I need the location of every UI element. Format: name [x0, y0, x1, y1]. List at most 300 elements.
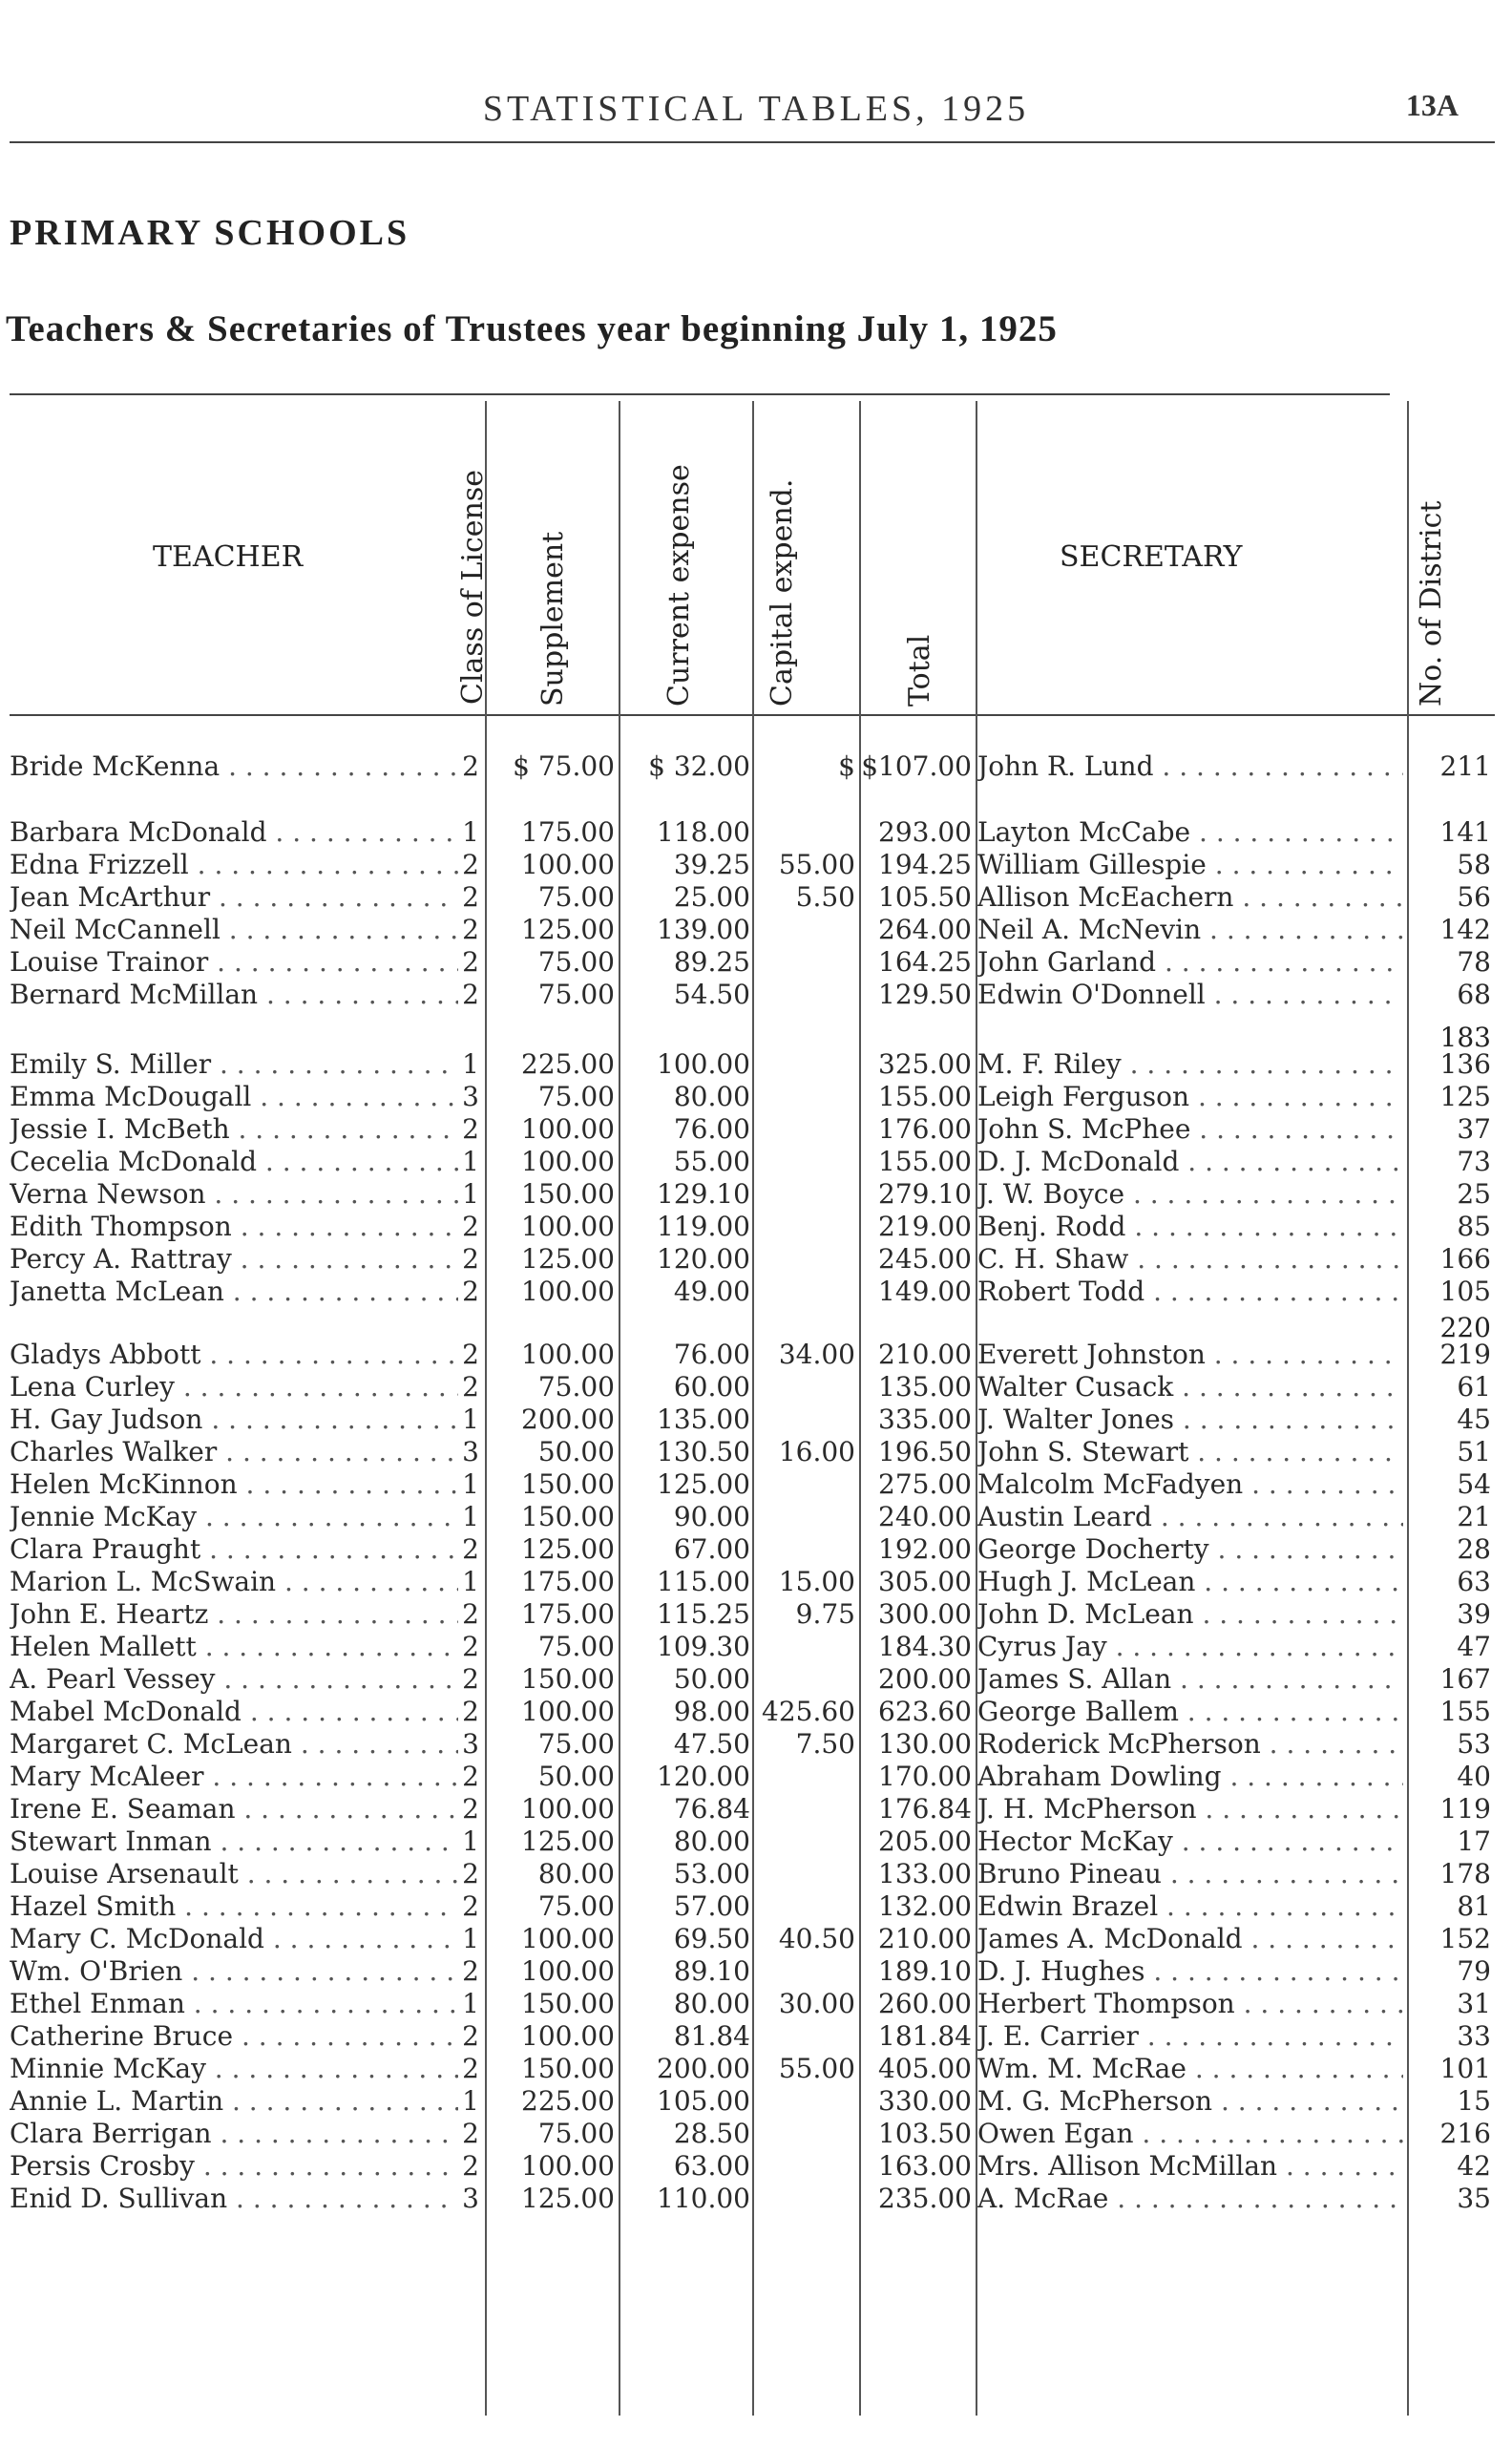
supplement-cell: 225.00 [521, 1048, 615, 1080]
secretary: Layton McCabe . . . [977, 816, 1403, 849]
teacher: Wm. O'Brien . . . [10, 1955, 458, 1988]
teacher: Enid D. Sullivan . . . [10, 2183, 458, 2215]
table-row [0, 979, 1512, 1011]
supplement-cell: 100.00 [521, 1696, 615, 1727]
table-row [0, 2183, 1512, 2215]
district-number: 40 [1457, 1761, 1491, 1792]
teacher: Clara Praught . . . [10, 1533, 458, 1566]
total-cell: 300.00 [878, 1598, 972, 1630]
supplement-cell: 75.00 [537, 1371, 615, 1403]
total-cell: 133.00 [878, 1858, 972, 1889]
secretary: Malcolm McFadyen . . . [977, 1468, 1403, 1501]
current-expense-cell: 54.50 [673, 979, 750, 1010]
class-of-license-cell: 2 [462, 1533, 479, 1565]
total-cell: 219.00 [878, 1211, 972, 1242]
district-number: 166 [1439, 1243, 1491, 1275]
current-expense-cell: 119.00 [657, 1211, 750, 1242]
table-row [0, 1663, 1512, 1696]
class-of-license-cell: 2 [462, 750, 479, 782]
class-of-license-cell: 1 [462, 1146, 479, 1177]
teacher: Persis Crosby . . . [10, 2150, 458, 2183]
table-row [0, 1339, 1512, 1371]
class-of-license-cell: 2 [462, 1696, 479, 1727]
current-expense-cell: 63.00 [673, 2150, 750, 2182]
district-number: 15 [1457, 2085, 1491, 2117]
table-row [0, 2053, 1512, 2085]
capital-expend-cell: $ [838, 750, 855, 782]
supplement-cell: 100.00 [521, 1923, 615, 1954]
district-number: 68 [1457, 979, 1491, 1010]
district-number: 31 [1457, 1988, 1491, 2019]
teacher: Cecelia McDonald . . . [10, 1146, 458, 1178]
teacher: Hazel Smith . . . [10, 1890, 458, 1923]
current-expense-cell: 53.00 [673, 1858, 750, 1889]
col-head-supplement: Supplement [536, 531, 570, 707]
current-expense-cell: 81.84 [673, 2020, 750, 2052]
current-expense-cell: $ 32.00 [648, 750, 750, 782]
secretary: Walter Cusack . . . [977, 1371, 1403, 1403]
current-expense-cell: 120.00 [657, 1761, 750, 1792]
table-row [0, 1631, 1512, 1663]
capital-expend-cell: 5.50 [795, 881, 855, 913]
class-of-license-cell: 2 [462, 1955, 479, 1987]
table-row [0, 1178, 1512, 1211]
district-number: 142 [1439, 914, 1491, 945]
district-number: 220 [1439, 1312, 1491, 1343]
teacher: Ethel Enman . . . [10, 1988, 458, 2020]
class-of-license-cell: 1 [462, 1566, 479, 1597]
district-number: 37 [1457, 1113, 1491, 1145]
teacher: John E. Heartz . . . [10, 1598, 458, 1631]
supplement-cell: 150.00 [521, 1178, 615, 1210]
supplement-cell: 100.00 [521, 1339, 615, 1370]
class-of-license-cell: 2 [462, 1113, 479, 1145]
current-expense-cell: 110.00 [657, 2183, 750, 2214]
current-expense-cell: 28.50 [673, 2118, 750, 2149]
district-number: 155 [1439, 1696, 1491, 1727]
total-cell: 192.00 [878, 1533, 972, 1565]
table-row [0, 2150, 1512, 2183]
district-number: 51 [1457, 1436, 1491, 1467]
col-head-secretary: SECRETARY [1060, 540, 1243, 574]
table-row [0, 2085, 1512, 2118]
supplement-cell: 175.00 [521, 1598, 615, 1630]
teacher: Jean McArthur . . . [10, 881, 458, 914]
secretary: J. Walter Jones . . . [977, 1403, 1403, 1436]
teacher: Annie L. Martin . . . [10, 2085, 458, 2118]
col-head-teacher: TEACHER [153, 540, 304, 574]
table-row [0, 1988, 1512, 2020]
teacher: Louise Trainor . . . [10, 946, 458, 979]
teacher: Mary McAleer . . . [10, 1761, 458, 1793]
total-cell: 235.00 [878, 2183, 972, 2214]
class-of-license-cell: 3 [462, 1728, 479, 1760]
table-subtitle: Teachers & Secretaries of Trustees year beginning July 1, 1925 [6, 308, 1058, 349]
class-of-license-cell: 2 [462, 881, 479, 913]
table-row [0, 1598, 1512, 1631]
supplement-cell: 200.00 [521, 1403, 615, 1435]
capital-expend-cell: 15.00 [778, 1566, 855, 1597]
teacher: Lena Curley . . . [10, 1371, 458, 1403]
class-of-license-cell: 1 [462, 1048, 479, 1080]
col-head-no-of-district: No. of District [1415, 500, 1448, 707]
capital-expend-cell: 55.00 [778, 2053, 855, 2084]
total-cell: 184.30 [878, 1631, 972, 1662]
table-row [0, 1371, 1512, 1403]
supplement-cell: 100.00 [521, 2020, 615, 2052]
total-cell: 189.10 [878, 1955, 972, 1987]
class-of-license-cell: 2 [462, 849, 479, 880]
table-row [0, 1081, 1512, 1113]
table-row [0, 1146, 1512, 1178]
supplement-cell: 75.00 [537, 1890, 615, 1922]
total-cell: 176.84 [878, 1793, 972, 1825]
teacher: Gladys Abbott . . . [10, 1339, 458, 1371]
secretary: Cyrus Jay . . . [977, 1631, 1403, 1663]
table-row [0, 946, 1512, 979]
district-number: 81 [1457, 1890, 1491, 1922]
current-expense-cell: 69.50 [673, 1923, 750, 1954]
secretary: Bruno Pineau . . . [977, 1858, 1403, 1890]
current-expense-cell: 67.00 [673, 1533, 750, 1565]
supplement-cell: 125.00 [521, 1533, 615, 1565]
table-row [0, 1825, 1512, 1858]
capital-expend-cell: 9.75 [795, 1598, 855, 1630]
teacher: Bernard McMillan . . . [10, 979, 458, 1011]
secretary: James S. Allan . . . [977, 1663, 1403, 1696]
secretary: George Ballem . . . [977, 1696, 1403, 1728]
current-expense-cell: 76.00 [673, 1339, 750, 1370]
teacher: Minnie McKay . . . [10, 2053, 458, 2085]
table-row [0, 849, 1512, 881]
district-number: 211 [1439, 750, 1491, 782]
district-number: 39 [1457, 1598, 1491, 1630]
total-cell: 132.00 [878, 1890, 972, 1922]
current-expense-cell: 115.25 [657, 1598, 750, 1630]
secretary: Hugh J. McLean . . . [977, 1566, 1403, 1598]
table-row [0, 1533, 1512, 1566]
page-number: 13A [1405, 88, 1459, 122]
district-number: 167 [1439, 1663, 1491, 1695]
district-number: 61 [1457, 1371, 1491, 1403]
current-expense-cell: 118.00 [657, 816, 750, 848]
total-cell: 181.84 [878, 2020, 972, 2052]
class-of-license-cell: 2 [462, 1663, 479, 1695]
class-of-license-cell: 3 [462, 2183, 479, 2214]
supplement-cell: 75.00 [537, 881, 615, 913]
supplement-cell: 75.00 [537, 979, 615, 1010]
supplement-cell: 75.00 [537, 1081, 615, 1112]
table-row [0, 1211, 1512, 1243]
secretary: George Docherty . . . [977, 1533, 1403, 1566]
district-number: 219 [1439, 1339, 1491, 1370]
district-number: 28 [1457, 1533, 1491, 1565]
total-cell: 623.60 [878, 1696, 972, 1727]
supplement-cell: 175.00 [521, 1566, 615, 1597]
teacher: Edna Frizzell . . . [10, 849, 458, 881]
supplement-cell: 150.00 [521, 1988, 615, 2019]
total-cell: 275.00 [878, 1468, 972, 1500]
district-number: 79 [1457, 1955, 1491, 1987]
total-cell: 196.50 [878, 1436, 972, 1467]
class-of-license-cell: 2 [462, 2118, 479, 2149]
class-of-license-cell: 2 [462, 914, 479, 945]
secretary: John Garland . . . [977, 946, 1403, 979]
table-row [0, 1955, 1512, 1988]
teacher: Clara Berrigan . . . [10, 2118, 458, 2150]
total-cell: 279.10 [878, 1178, 972, 1210]
current-expense-cell: 47.50 [673, 1728, 750, 1760]
supplement-cell: 100.00 [521, 1955, 615, 1987]
supplement-cell: 80.00 [537, 1858, 615, 1889]
teacher: Stewart Inman . . . [10, 1825, 458, 1858]
supplement-cell: 75.00 [537, 1728, 615, 1760]
supplement-cell: 125.00 [521, 914, 615, 945]
total-cell: 130.00 [878, 1728, 972, 1760]
supplement-cell: 100.00 [521, 1113, 615, 1145]
secretary: Benj. Rodd . . . [977, 1211, 1403, 1243]
secretary: Allison McEachern . . . [977, 881, 1403, 914]
secretary: J. E. Carrier . . . [977, 2020, 1403, 2053]
secretary: Everett Johnston . . . [977, 1339, 1403, 1371]
total-cell: 405.00 [878, 2053, 972, 2084]
current-expense-cell: 76.00 [673, 1113, 750, 1145]
supplement-cell: 75.00 [537, 1631, 615, 1662]
supplement-cell: 50.00 [537, 1436, 615, 1467]
teacher: Marion L. McSwain . . . [10, 1566, 458, 1598]
class-of-license-cell: 3 [462, 1436, 479, 1467]
total-cell: 200.00 [878, 1663, 972, 1695]
district-number: 33 [1457, 2020, 1491, 2052]
table-row [0, 2020, 1512, 2053]
table-row [0, 1048, 1512, 1081]
table-row [0, 1858, 1512, 1890]
col-head-class-of-license: Class of License [456, 469, 490, 705]
total-cell: 164.25 [878, 946, 972, 978]
district-number: 136 [1439, 1048, 1491, 1080]
capital-expend-cell: 34.00 [778, 1339, 855, 1370]
class-of-license-cell: 1 [462, 1403, 479, 1435]
supplement-cell: 150.00 [521, 2053, 615, 2084]
secretary: John S. McPhee . . . [977, 1113, 1403, 1146]
total-cell: 210.00 [878, 1923, 972, 1954]
teacher: Louise Arsenault . . . [10, 1858, 458, 1890]
teacher: Neil McCannell . . . [10, 914, 458, 946]
table-row [0, 1890, 1512, 1923]
total-cell: 129.50 [878, 979, 972, 1010]
current-expense-cell: 89.10 [673, 1955, 750, 1987]
section-title: PRIMARY SCHOOLS [10, 213, 410, 253]
district-number: 25 [1457, 1178, 1491, 1210]
class-of-license-cell: 1 [462, 1468, 479, 1500]
teacher: Catherine Bruce . . . [10, 2020, 458, 2053]
teacher: Emma McDougall . . . [10, 1081, 458, 1113]
secretary: Owen Egan . . . [977, 2118, 1403, 2150]
secretary: James A. McDonald . . . [977, 1923, 1403, 1955]
current-expense-cell: 130.50 [657, 1436, 750, 1467]
teacher: Janetta McLean . . . [10, 1276, 458, 1308]
col-head-total: Total [903, 634, 936, 707]
class-of-license-cell: 2 [462, 1631, 479, 1662]
current-expense-cell: 120.00 [657, 1243, 750, 1275]
district-number: 73 [1457, 1146, 1491, 1177]
total-cell: 335.00 [878, 1403, 972, 1435]
table-row [0, 2118, 1512, 2150]
table-row [0, 1728, 1512, 1761]
district-number: 63 [1457, 1566, 1491, 1597]
teacher: Edith Thompson . . . [10, 1211, 458, 1243]
district-number: 47 [1457, 1631, 1491, 1662]
current-expense-cell: 98.00 [673, 1696, 750, 1727]
teacher: Percy A. Rattray . . . [10, 1243, 458, 1276]
teacher: Irene E. Seaman . . . [10, 1793, 458, 1825]
current-expense-cell: 50.00 [673, 1663, 750, 1695]
table-row [0, 1923, 1512, 1955]
teacher: H. Gay Judson . . . [10, 1403, 458, 1436]
district-number: 53 [1457, 1728, 1491, 1760]
secretary: J. W. Boyce . . . [977, 1178, 1403, 1211]
district-number: 35 [1457, 2183, 1491, 2214]
secretary: D. J. Hughes . . . [977, 1955, 1403, 1988]
capital-expend-cell: 30.00 [778, 1988, 855, 2019]
class-of-license-cell: 3 [462, 1081, 479, 1112]
col-head-capital-expend: Capital expend. [766, 478, 799, 707]
current-expense-cell: 109.30 [657, 1631, 750, 1662]
district-number: 85 [1457, 1211, 1491, 1242]
teacher: Margaret C. McLean . . . [10, 1728, 458, 1761]
secretary: Leigh Ferguson . . . [977, 1081, 1403, 1113]
district-number: 178 [1439, 1858, 1491, 1889]
class-of-license-cell: 1 [462, 1988, 479, 2019]
teacher: Jennie McKay . . . [10, 1501, 458, 1533]
total-cell: 260.00 [878, 1988, 972, 2019]
secretary: Roderick McPherson . . . [977, 1728, 1403, 1761]
secretary: Hector McKay . . . [977, 1825, 1403, 1858]
class-of-license-cell: 2 [462, 2053, 479, 2084]
class-of-license-cell: 1 [462, 1923, 479, 1954]
current-expense-cell: 125.00 [657, 1468, 750, 1500]
secretary: M. G. McPherson . . . [977, 2085, 1403, 2118]
teacher: Helen McKinnon . . . [10, 1468, 458, 1501]
district-number: 54 [1457, 1468, 1491, 1500]
current-expense-cell: 89.25 [673, 946, 750, 978]
secretary: C. H. Shaw . . . [977, 1243, 1403, 1276]
class-of-license-cell: 2 [462, 979, 479, 1010]
class-of-license-cell: 2 [462, 1339, 479, 1370]
class-of-license-cell: 1 [462, 2085, 479, 2117]
table-row [0, 816, 1512, 849]
total-cell: 330.00 [878, 2085, 972, 2117]
district-number: 125 [1439, 1081, 1491, 1112]
capital-expend-cell: 7.50 [795, 1728, 855, 1760]
supplement-cell: 150.00 [521, 1468, 615, 1500]
teacher: Emily S. Miller . . . [10, 1048, 458, 1081]
class-of-license-cell: 1 [462, 1501, 479, 1532]
secretary: D. J. McDonald . . . [977, 1146, 1403, 1178]
class-of-license-cell: 2 [462, 1598, 479, 1630]
table-row [0, 1793, 1512, 1825]
col-head-current-expense: Current expense [662, 464, 696, 707]
current-expense-cell: 80.00 [673, 1825, 750, 1857]
supplement-cell: 100.00 [521, 849, 615, 880]
total-cell: 205.00 [878, 1825, 972, 1857]
secretary: Neil A. McNevin . . . [977, 914, 1403, 946]
district-number: 21 [1457, 1501, 1491, 1532]
supplement-cell: 125.00 [521, 1243, 615, 1275]
district-number: 119 [1439, 1793, 1491, 1825]
table-row [0, 1436, 1512, 1468]
current-expense-cell: 60.00 [673, 1371, 750, 1403]
current-expense-cell: 115.00 [657, 1566, 750, 1597]
current-expense-cell: 135.00 [657, 1403, 750, 1435]
current-expense-cell: 200.00 [657, 2053, 750, 2084]
total-cell: 155.00 [878, 1081, 972, 1112]
teacher: Mabel McDonald . . . [10, 1696, 458, 1728]
total-cell: 240.00 [878, 1501, 972, 1532]
total-cell: 293.00 [878, 816, 972, 848]
secretary: M. F. Riley . . . [977, 1048, 1403, 1081]
teacher: Barbara McDonald . . . [10, 816, 458, 849]
supplement-cell: $ 75.00 [513, 750, 615, 782]
supplement-cell: 225.00 [521, 2085, 615, 2117]
class-of-license-cell: 2 [462, 946, 479, 978]
table-row [0, 1113, 1512, 1146]
total-cell: 176.00 [878, 1113, 972, 1145]
secretary: John S. Stewart . . . [977, 1436, 1403, 1468]
total-cell: 325.00 [878, 1048, 972, 1080]
table-row [0, 1696, 1512, 1728]
secretary: Mrs. Allison McMillan . . . [977, 2150, 1403, 2183]
supplement-cell: 50.00 [537, 1761, 615, 1792]
supplement-cell: 75.00 [537, 2118, 615, 2149]
teacher: Bride McKenna . . . [10, 750, 458, 783]
total-cell: $107.00 [861, 750, 972, 782]
class-of-license-cell: 2 [462, 2150, 479, 2182]
district-number: 216 [1439, 2118, 1491, 2149]
capital-expend-cell: 425.60 [762, 1696, 855, 1727]
total-cell: 194.25 [878, 849, 972, 880]
running-title: STATISTICAL TABLES, 1925 [482, 89, 1030, 129]
class-of-license-cell: 2 [462, 1211, 479, 1242]
district-number: 101 [1439, 2053, 1491, 2084]
supplement-cell: 150.00 [521, 1663, 615, 1695]
supplement-cell: 150.00 [521, 1501, 615, 1532]
district-number: 141 [1439, 816, 1491, 848]
secretary: Edwin Brazel . . . [977, 1890, 1403, 1923]
current-expense-cell: 80.00 [673, 1081, 750, 1112]
secretary: William Gillespie . . . [977, 849, 1403, 881]
current-expense-cell: 90.00 [673, 1501, 750, 1532]
district-number: 56 [1457, 881, 1491, 913]
total-cell: 103.50 [878, 2118, 972, 2149]
table-row [0, 881, 1512, 914]
total-cell: 149.00 [878, 1276, 972, 1307]
current-expense-cell: 49.00 [673, 1276, 750, 1307]
class-of-license-cell: 2 [462, 1890, 479, 1922]
class-of-license-cell: 2 [462, 1858, 479, 1889]
secretary: Edwin O'Donnell . . . [977, 979, 1403, 1011]
table-row [0, 1468, 1512, 1501]
total-cell: 305.00 [878, 1566, 972, 1597]
teacher: Helen Mallett . . . [10, 1631, 458, 1663]
supplement-cell: 100.00 [521, 2150, 615, 2182]
current-expense-cell: 80.00 [673, 1988, 750, 2019]
district-number: 78 [1457, 946, 1491, 978]
secretary: J. H. McPherson . . . [977, 1793, 1403, 1825]
secretary: Herbert Thompson . . . [977, 1988, 1403, 2020]
current-expense-cell: 57.00 [673, 1890, 750, 1922]
current-expense-cell: 39.25 [673, 849, 750, 880]
